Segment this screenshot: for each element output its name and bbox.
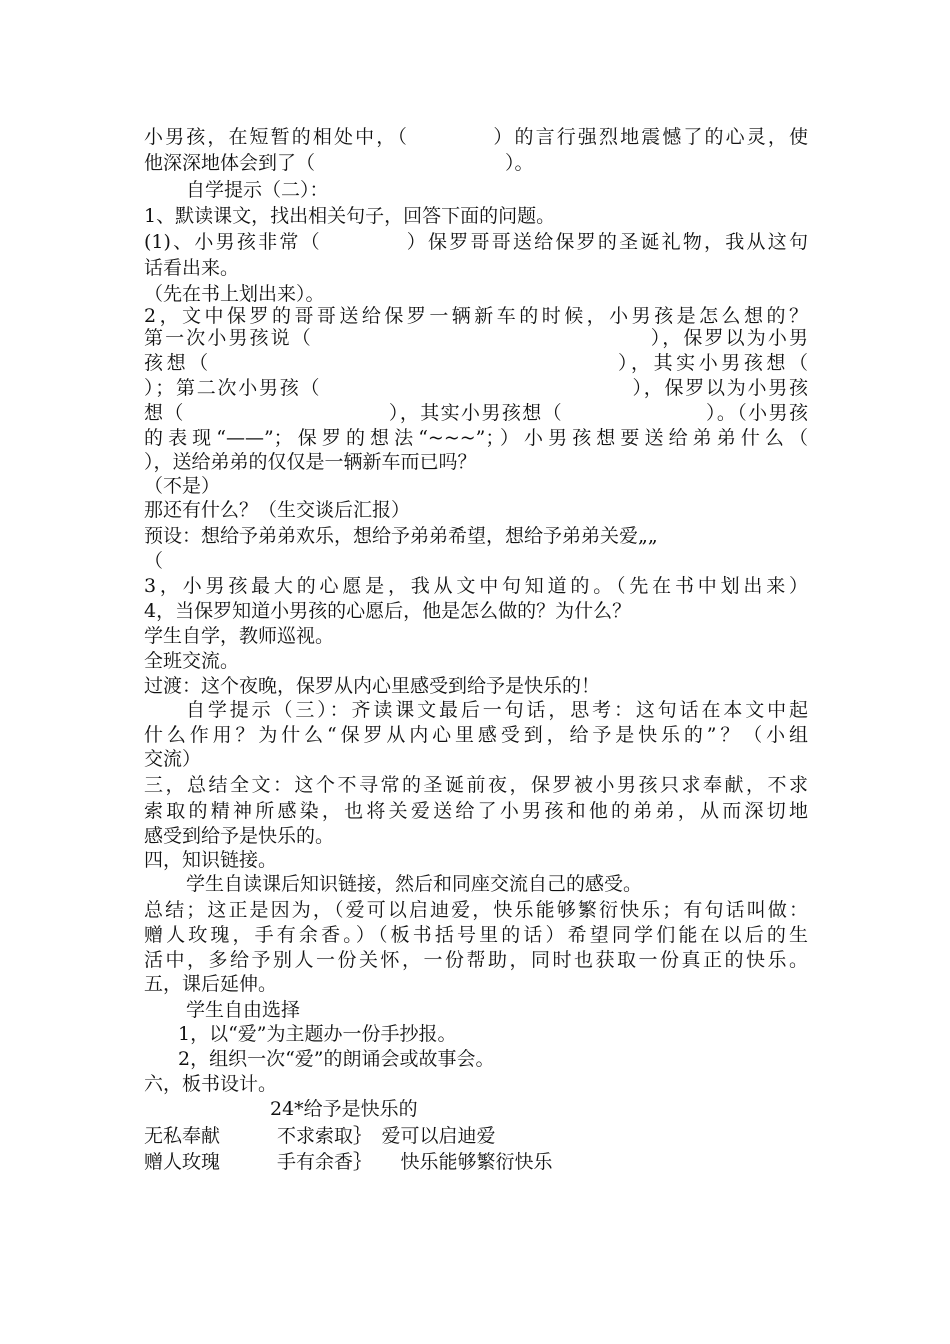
- text-line: ）；第二次小男孩（ ），保罗以为小男孩: [144, 377, 808, 399]
- section-heading: 自学提示（二）：: [186, 179, 329, 201]
- text-line: 赠人玫瑰，手有余香。）（板书括号里的话）希望同学们能在以后的生: [144, 924, 808, 946]
- text-line: 预设：想给予弟弟欢乐，想给予弟弟希望，想给予弟弟关爱„„: [144, 525, 658, 547]
- text-line: 什么作用？为什么“保罗从内心里感受到，给予是快乐的”？（小组: [144, 724, 808, 746]
- text-line: 想（ ），其实小男孩想（ ）。（小男孩: [144, 402, 808, 424]
- text-line: 他深深地体会到了（ ）。: [144, 152, 534, 174]
- text-line: 三，总结全文：这个不寻常的圣诞前夜，保罗被小男孩只求奉献，不求: [144, 774, 808, 796]
- text-line: 小男孩，在短暂的相处中，（ ）的言行强烈地震憾了的心灵，使: [144, 126, 808, 148]
- section-heading: 四，知识链接。: [144, 849, 278, 871]
- list-item: 1，以“爱”为主题办一份手抄报。: [178, 1023, 457, 1045]
- text-line: 孩想（ ），其实小男孩想（: [144, 352, 808, 374]
- text-line: 总结；这正是因为，（爱可以启迪爱，快乐能够繁衍快乐；有句话叫做：: [144, 899, 808, 921]
- text-line: (1)、小男孩非常（ ）保罗哥哥送给保罗的圣诞礼物，我从这句: [144, 231, 808, 253]
- text-line: 4，当保罗知道小男孩的心愿后，他是怎么做的？为什么？: [144, 600, 632, 622]
- text-line: （不是）: [144, 475, 221, 497]
- board-line: 无私奉献 不求索取｝ 爱可以启迪爱: [144, 1125, 496, 1147]
- section-heading: 六，板书设计。: [144, 1073, 278, 1095]
- board-title: 24*给予是快乐的: [270, 1098, 418, 1120]
- text-line: 过渡：这个夜晚，保罗从内心里感受到给予是快乐的！: [144, 675, 601, 697]
- text-line: 2，文中保罗的哥哥送给保罗一辆新车的时候，小男孩是怎么想的？: [144, 305, 808, 327]
- text-line: 交流）: [144, 748, 202, 770]
- text-line: 活中，多给予别人一份关怀，一份帮助，同时也获取一份真正的快乐。: [144, 949, 808, 971]
- text-line: 的表现“——”；保罗的想法“~~~”；）小男孩想要送给弟弟什么（: [144, 427, 808, 449]
- section-heading: 五，课后延伸。: [144, 973, 278, 995]
- text-line: 感受到给予是快乐的。: [144, 825, 335, 847]
- board-line: 赠人玫瑰 手有余香｝ 快乐能够繁衍快乐: [144, 1151, 553, 1173]
- text-line: 学生自学，教师巡视。: [144, 625, 335, 647]
- text-line: 1、默读课文，找出相关句子，回答下面的问题。: [144, 205, 556, 227]
- text-line: 3，小男孩最大的心愿是，我从文中句知道的。（先在书中划出来）: [144, 575, 808, 597]
- text-line: 索取的精神所感染，也将关爱送给了小男孩和他的弟弟，从而深切地: [144, 800, 808, 822]
- text-line: ），送给弟弟的仅仅是一辆新车而已吗？: [144, 451, 477, 473]
- text-line: 那还有什么？（生交谈后汇报）: [144, 499, 411, 521]
- text-line: 学生自读课后知识链接，然后和同座交流自己的感受。: [186, 873, 643, 895]
- section-heading: 自学提示（三）：齐读课文最后一句话，思考：这句话在本文中起: [186, 699, 808, 721]
- text-line: （先在书上划出来）。: [144, 283, 325, 305]
- text-line: 全班交流。: [144, 650, 240, 672]
- text-line: 学生自由选择: [186, 999, 301, 1021]
- text-line: 话看出来。: [144, 257, 240, 279]
- text-line: 第一次小男孩说（ ），保罗以为小男: [144, 327, 808, 349]
- text-line: （: [144, 550, 164, 572]
- list-item: 2，组织一次“爱”的朗诵会或故事会。: [178, 1048, 495, 1070]
